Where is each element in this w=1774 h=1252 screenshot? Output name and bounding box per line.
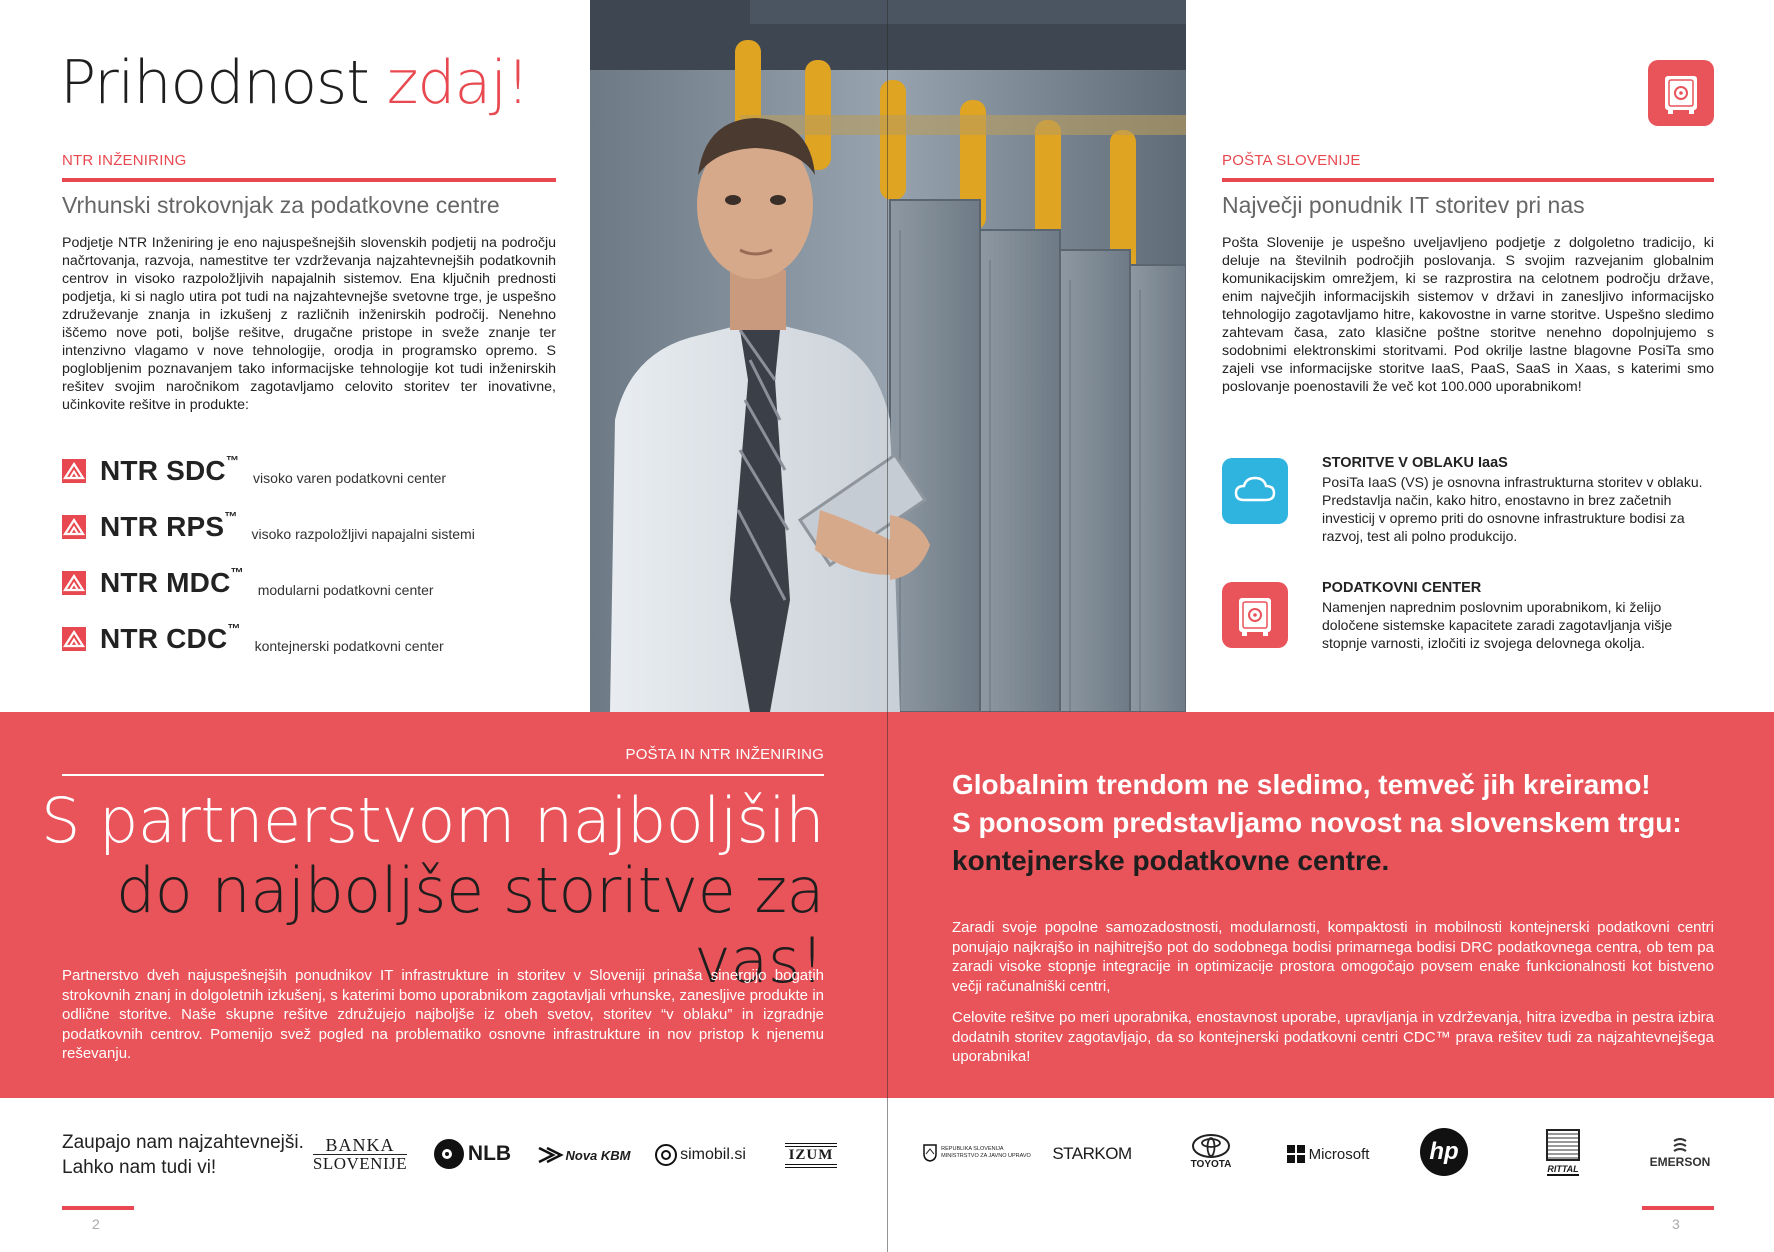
logo-banka-slovenije: BANKA SLOVENIJE [312, 1134, 408, 1173]
section-label-posta: POŠTA SLOVENIJE [1222, 152, 1361, 169]
page-spine [887, 0, 888, 1252]
novakbm-mark-icon [537, 1144, 565, 1166]
product-desc: visoko varen podatkovni center [253, 470, 447, 486]
datacenter-engineer-illustration [590, 0, 1186, 712]
logo-rittal: RITTAL [1542, 1124, 1584, 1178]
trust-line-1: Zaupajo nam najzahtevnejši. [62, 1132, 304, 1153]
product-desc: modularni podatkovni center [257, 582, 434, 598]
headline-line-3: kontejnerske podatkovne centre. [952, 845, 1390, 876]
band-text-right-2: Celovite rešitve po meri uporabnika, enostavnost uporabe, upravljanja in vzdrževanja, hitra izvedba in pestra izbira dodatnih storitev zagotavljajo, da so kontejnerski podatkovni centri CDC™ prava rešitev tudi za najzahtevnejšega uporabnika! [952, 1009, 1714, 1065]
product-desc: visoko razpoložljivi napajalni sistemi [251, 526, 475, 542]
logo-microsoft: Microsoft [1280, 1140, 1376, 1168]
product-name: NTR MDC™ [100, 565, 244, 598]
toyota-mark-icon [1191, 1133, 1231, 1159]
ntr-logo-icon [62, 459, 86, 483]
logo-republika-slovenija: REPUBLIKA SLOVENIJA MINISTRSTVO ZA JAVNO UPRAVO [918, 1136, 1036, 1170]
headline-line-1: Globalnim trendom ne sledimo, temveč jih kreiramo! [952, 769, 1651, 800]
section-rule-ntr [62, 178, 556, 182]
page-number-left: 2 [92, 1216, 100, 1232]
product-row [62, 623, 522, 655]
logo-izum: IZUM [764, 1140, 858, 1170]
logo-simobil: simobil.si [650, 1138, 750, 1172]
headline-line-2: S ponosom predstavljamo novost na slovenskem trgu: [952, 807, 1682, 838]
page-title [60, 48, 529, 118]
product-name: NTR RPS™ [100, 509, 238, 542]
microsoft-mark-icon [1287, 1145, 1305, 1163]
product-desc: kontejnerski podatkovni center [254, 638, 444, 654]
product-row [62, 455, 522, 487]
ntr-logo-icon [62, 515, 86, 539]
title-main: Prihodnost [60, 48, 387, 118]
logo-starkom: STARKOM [1052, 1144, 1132, 1163]
safe-icon [1648, 60, 1714, 126]
logo-hp: hp [1420, 1128, 1468, 1176]
body-posta: Pošta Slovenije je uspešno uveljavljeno podjetje z dolgoletno tradicijo, ki deluje na številnih področjih poslovanja. S svojim razvejanim globalnim komunikacijskim omrežjem, ki se razprostira na celotnem področju države, enim največjih informacijskih sistemov v državi in zanesljivo informacijsko tehnologijo zagotavljamo hitre, kakovostne in varne storitve. Uspešno sledimo zahtevam časa, zato klasične poštne storitve nenehno dopolnjujemo s sodobnimi elektronskimi storitvami. Pod okrilje lastne blagovne PosiTa smo zajeli vse informacijske storitve IaaS, PaaS, SaaS in Xaas, s katerimi smo poslovanje poenostavili že več kot 100.000 uporabnikom! [1222, 235, 1714, 395]
footer-rule-left [62, 1206, 134, 1210]
ntr-logo-icon [62, 627, 86, 651]
cloud-icon [1222, 458, 1288, 524]
hero-photo [590, 0, 1186, 712]
rittal-mark-icon [1543, 1126, 1583, 1164]
body-ntr: Podjetje NTR Inženiring je eno najuspešnejših slovenskih podjetij na področju načrtovanja, razvoja, namestitve ter vzdrževanja najzahtevnejših podatkovnih centrov in visoko razpoložljivih napajalnih sistemov. Ena ključnih prednosti podjetja, ki si naglo utira pot tudi na najzahtevnejše svetovne trge, je uspešno združevanje znanja in izkušenj z različnih inženirskih področij. Nenehno iščemo nove poti, boljše rešitve, drugačne pristope in sveže znanje ter intenzivno vlagamo v nove tehnologije, orodja in programsko opremo. S poglobljenim poznavanjem tako informacijske tehnologije kot tudi inženirskih rešitev svojim naročnikom zagotavljamo celovito storitev ter inovativne, učinkovite rešitve in produkte: [62, 235, 556, 413]
nlb-mark-icon [433, 1138, 465, 1170]
logo-nlb: NLB [432, 1134, 512, 1174]
emerson-mark-icon [1672, 1137, 1688, 1155]
trust-line-2: Lahko nam tudi vi! [62, 1157, 217, 1178]
product-name: NTR SDC™ [100, 453, 240, 486]
claim-line-2: do najboljše storitve za vas! [115, 854, 824, 997]
trust-statement [62, 1130, 304, 1180]
section-label-ntr: NTR INŽENIRING [62, 152, 187, 169]
section-rule-posta [1222, 178, 1714, 182]
logo-toyota: TOYOTA [1174, 1128, 1248, 1174]
simobil-mark-icon [654, 1143, 678, 1167]
service-title-dc: PODATKOVNI CENTER [1322, 580, 1482, 596]
product-row [62, 511, 522, 543]
safe-icon [1222, 582, 1288, 648]
band-text-right-1: Zaradi svoje popolne samozadostnosti, modularnosti, kompaktosti in mobilnosti kontejnerski podatkovni centri ponujajo najkrajšo in najhitrejšo pot do sodobnega bodisi primarnega bodisi DRC podatkovnega centra, ob tem pa zaradi visoke stopnje integracije in optimizacije prostora omogočajo povsem enake funkcionalnosti kot bistveno večji računalniški centri, [952, 919, 1714, 995]
product-name: NTR CDC™ [100, 621, 241, 654]
product-row [62, 567, 522, 599]
band-label: POŠTA IN NTR INŽENIRING [625, 746, 824, 763]
service-title-cloud: STORITVE V OBLAKU IaaS [1322, 455, 1508, 471]
innovation-headline [952, 766, 1732, 880]
partnership-claim [40, 786, 824, 996]
ntr-logo-icon [62, 571, 86, 595]
logo-emerson: EMERSON [1640, 1132, 1720, 1174]
service-text-dc: Namenjen naprednim poslovnim uporabnikom, ki želijo določene sistemske kapacitete zaradi zagotavljanja višje stopnje varnosti, izločiti iz svojega delovnega okolja. [1322, 599, 1673, 651]
page-number-right: 3 [1672, 1216, 1680, 1232]
footer-rule-right [1642, 1206, 1714, 1210]
service-text-cloud: PosiTa IaaS (VS) je osnovna infrastrukturna storitev v oblaku. Predstavlja način, kako hitro, enostavno in brez začetnih investicij v opremo priti do osnovne infrastrukture bodisi za razvoj, test ali polno produkcijo. [1322, 474, 1703, 544]
slovenia-coat-icon [923, 1144, 937, 1162]
claim-line-1: S partnerstvom najboljših [40, 784, 824, 857]
band-text-left: Partnerstvo dveh najuspešnejših ponudnikov IT infrastrukture in storitev v Sloveniji prinaša sinergijo bogatih strokovnih znanj in dolgoletnih izkušenj, s katerimi bomo uporabnikom zagotavljali vrhunske, zanesljive produkte in odlične storitve. Naše skupne rešitve združujejo najboljše iz obeh svetov, storitev “v oblaku” in izgradnje podatkovnih centrov. Pomenijo svež pogled na problematiko osnovne infrastrukture in nov pristop k njenemu reševanju. [62, 967, 824, 1062]
subhead-posta: Največji ponudnik IT storitev pri nas [1222, 192, 1585, 218]
title-accent: zdaj! [386, 48, 529, 118]
subhead-ntr: Vrhunski strokovnjak za podatkovne centre [62, 192, 500, 218]
logo-nova-kbm: Nova KBM [534, 1138, 634, 1172]
band-rule [62, 774, 824, 776]
